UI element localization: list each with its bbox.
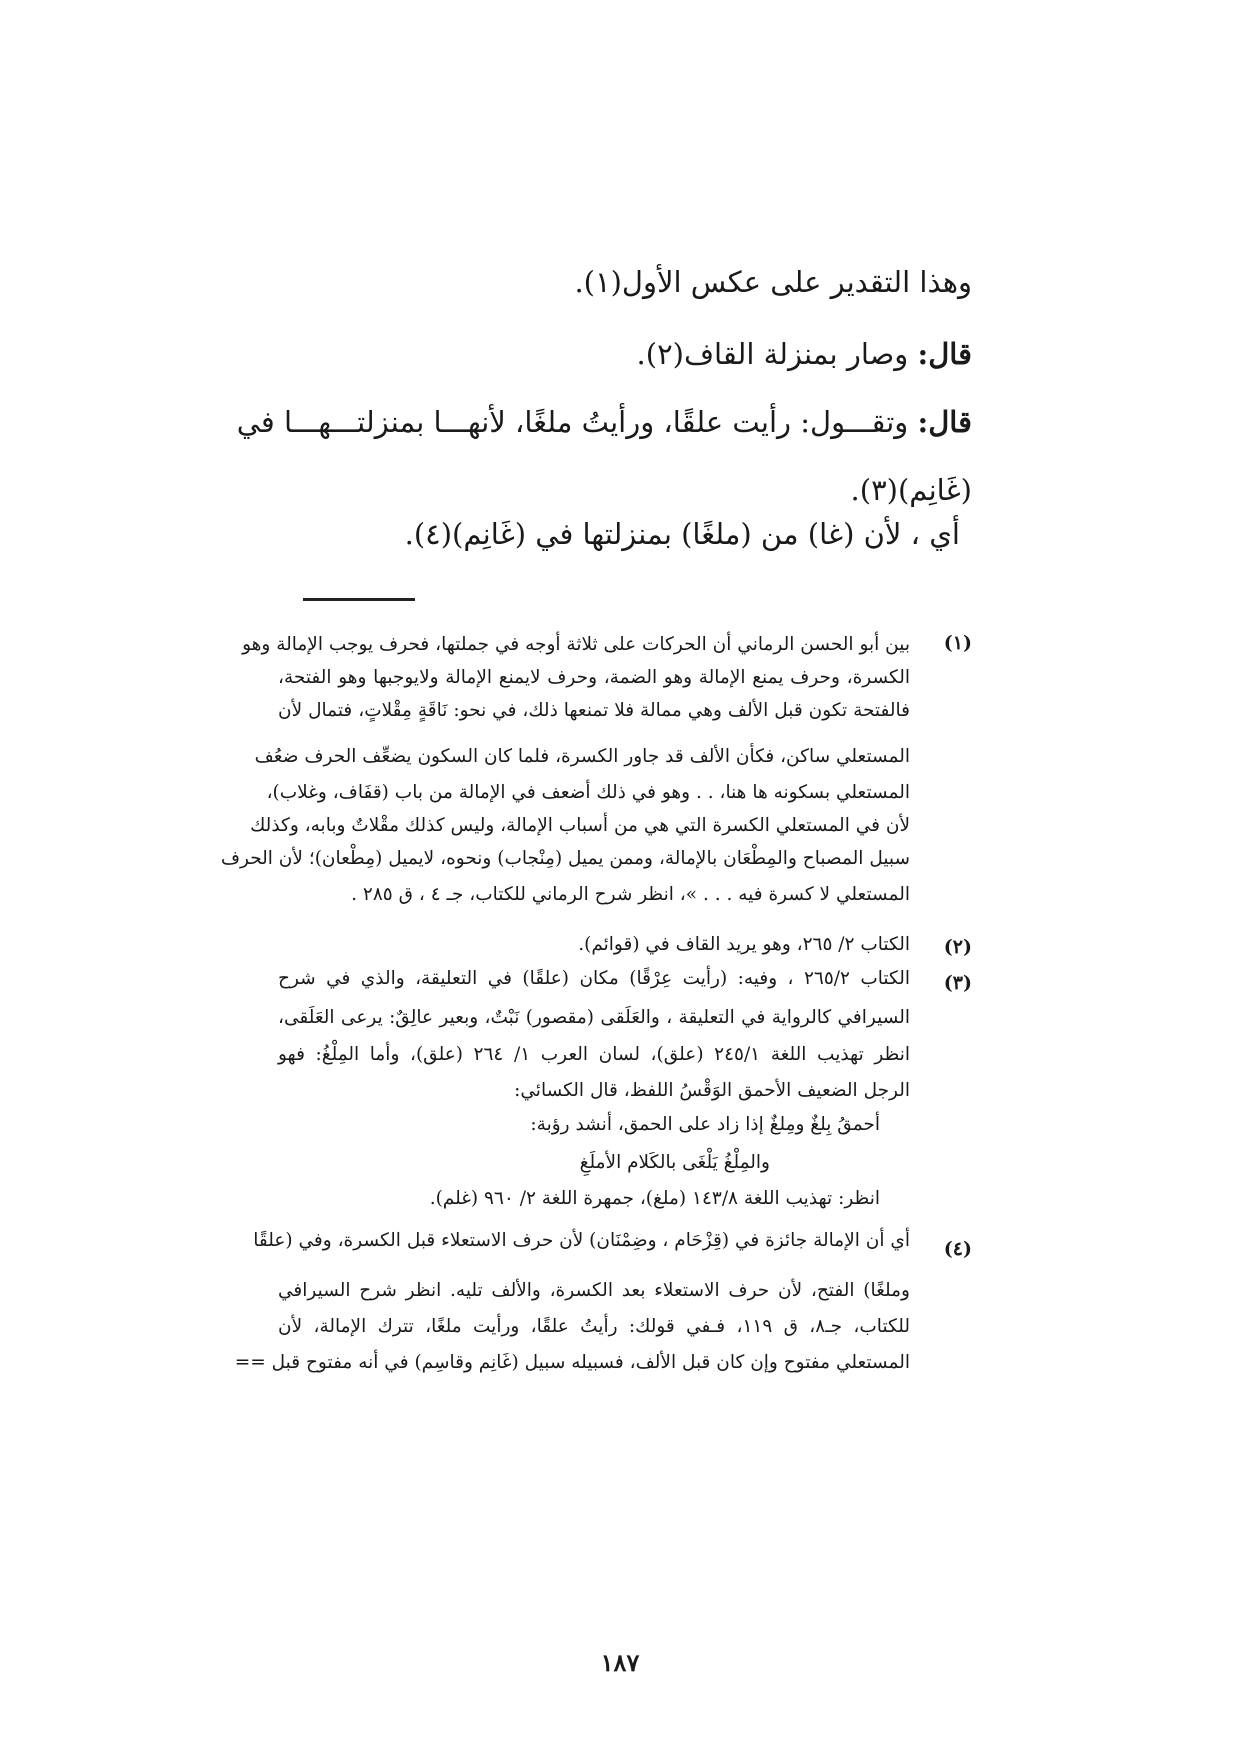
footnote-1-line: المستعلي ساكن، فكأن الألف قد جاور الكسرة، فلما كان السكون يضعِّف الحرف ضعُف	[254, 746, 910, 767]
footnote-number-2: (٢)	[943, 936, 972, 958]
footnote-3-line: الكتاب ٢٦٥/٢ ، وفيه: (رأيت عِرْقًا) مكان (علقًا) في التعليقة، والذي في شرح	[278, 968, 910, 989]
main-line-3	[236, 402, 972, 442]
page-number: ١٨٧	[600, 1648, 640, 1677]
footnote-1-line: الكسرة، وحرف يمنع الإمالة وهو الضمة، وحرف لايمنع الإمالة ولايوجبها وهو الفتحة،	[278, 667, 910, 688]
main-line-5: أي ، لأن (غا) من (ملغًا) بمنزلتها في (غَانِم)(٤).	[404, 517, 960, 551]
main-line-1: وهذا التقدير على عكس الأول(١).	[574, 265, 972, 299]
footnote-4-line: وملغًا) الفتح، لأن حرف الاستعلاء بعد الكسرة، والألف تليه. انظر شرح السيرافي	[278, 1280, 910, 1301]
footnote-3-line: انظر: تهذيب اللغة ١٤٣/٨ (ملغ)، جمهرة اللغة ٢/ ٩٦٠ (غلم).	[429, 1188, 880, 1209]
qala-label: قال:	[917, 405, 972, 439]
footnote-number-4: (٤)	[943, 1238, 972, 1260]
footnote-1-line: سبيل المصباح والمِطْعَان بالإمالة، وممن يميل (مِنْجاب) ونحوه، لايميل (مِطْعان)؛ لأن الحرف	[220, 848, 910, 869]
footnote-3-line: أحمقُ بِلغٌ ومِلغٌ إذا زاد على الحمق، أنشد رؤبة:	[530, 1114, 880, 1135]
footnote-1-line: لأن في المستعلي الكسرة التي هي من أسباب الإمالة، وليس كذلك مقْلاتٌ وبابه، وكذلك	[250, 815, 910, 836]
footnote-3-line: السيرافي كالرواية في التعليقة ، والعَلَقى (مقصور) نَبْتٌ، وبعير عالِقٌ: يرعى العَلَقى،	[278, 1007, 910, 1028]
footnote-1-line: المستعلي بسكونه ها هنا، . . وهو في ذلك أضعف في الإمالة من باب (قفَاف، وغلاب)،	[266, 782, 910, 803]
footnote-2-line: الكتاب ٢/ ٢٦٥، وهو يريد القاف في (قوائم).	[578, 934, 910, 955]
main-line-2	[637, 334, 972, 374]
footnote-3-line: الرجل الضعيف الأحمق الوَقْسُ اللفظ، قال الكسائي:	[514, 1080, 910, 1101]
footnote-4-line: للكتاب، جـ٨، ق ١١٩، فـفي قولك: رأيتُ علقًا، ورأيت ملغًا، تترك الإمالة، لأن	[278, 1316, 911, 1337]
footnote-4-line: أي أن الإمالة جائزة في (قِزْحَام ، وضِمْنَان) لأن حرف الاستعلاء قبل الكسرة، وفي (علقًا	[253, 1230, 910, 1251]
main-line-3-text: وتقـــول: رأيت علقًا، ورأيتُ ملغًا، لأنهـــا بمنزلتـــهـــا في	[236, 405, 918, 439]
footnote-1-line: المستعلي لا كسرة فيه . . . »، انظر شرح الرماني للكتاب، جـ ٤ ، ق ٢٨٥ .	[351, 884, 910, 905]
footnote-number-1: (١)	[943, 632, 972, 654]
footnote-4-line: المستعلي مفتوح وإن كان قبل الألف، فسبيله سبيل (غَانِم وقاسِم) في أنه مفتوح قبل ==	[234, 1352, 910, 1373]
qala-label: قال:	[917, 337, 972, 371]
footnote-separator	[303, 598, 415, 601]
footnote-number-3: (٣)	[943, 972, 972, 994]
footnote-1-line: فالفتحة تكون قبل الألف وهي ممالة فلا تمنعها ذلك، في نحو: نَاقَةٍ مِقْلاتٍ، فتمال لأن	[278, 700, 910, 721]
main-line-4: (غَانِم)(٣).	[850, 473, 972, 507]
footnote-3-line: انظر تهذيب اللغة ٢٤٥/١ (علق)، لسان العرب ١/ ٢٦٤ (علق)، وأما المِلْغُ: فهو	[278, 1044, 910, 1065]
footnote-3-verse: والمِلْغُ يَلْغَى بالكَلام الأملَغِ	[579, 1152, 770, 1173]
main-line-2-text: وصار بمنزلة القاف(٢).	[636, 337, 918, 371]
footnote-1-line: بين أبو الحسن الرماني أن الحركات على ثلاثة أوجه في جملتها، فحرف يوجب الإمالة وهو	[242, 634, 910, 655]
